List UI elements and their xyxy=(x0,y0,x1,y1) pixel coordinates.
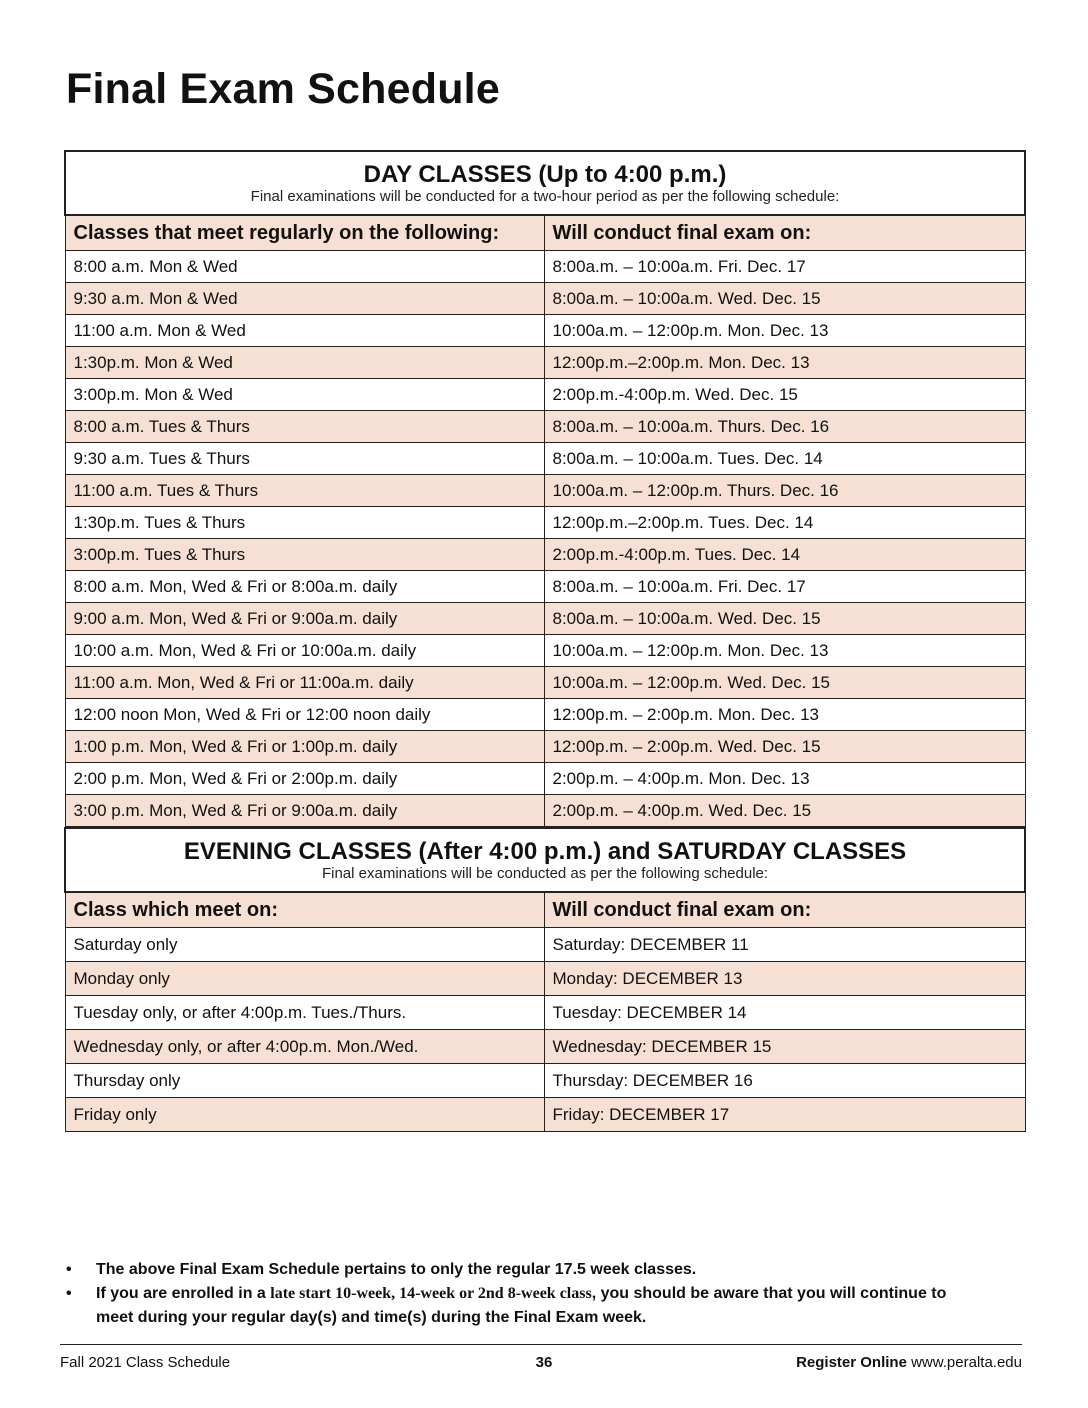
note-text-course-types: late start 10-week, 14-week or 2nd 8-week class xyxy=(270,1285,592,1302)
table-row xyxy=(65,1064,1025,1098)
evening-exam-cell: Thursday: DECEMBER 16 xyxy=(544,1064,1025,1098)
day-meets-cell: 1:30p.m. Mon & Wed xyxy=(65,347,544,379)
table-row xyxy=(65,635,1025,667)
day-exam-cell: 10:00a.m. – 12:00p.m. Wed. Dec. 15 xyxy=(544,667,1025,699)
evening-meets-cell: Saturday only xyxy=(65,928,544,962)
table-row xyxy=(65,795,1025,827)
day-meets-cell: 11:00 a.m. Mon, Wed & Fri or 11:00a.m. daily xyxy=(65,667,544,699)
evening-meets-cell: Tuesday only, or after 4:00p.m. Tues./Thurs. xyxy=(65,996,544,1030)
table-row xyxy=(65,731,1025,763)
day-exam-cell: 8:00a.m. – 10:00a.m. Wed. Dec. 15 xyxy=(544,603,1025,635)
day-exam-cell: 2:00p.m.-4:00p.m. Tues. Dec. 14 xyxy=(544,539,1025,571)
day-exam-cell: 8:00a.m. – 10:00a.m. Fri. Dec. 17 xyxy=(544,571,1025,603)
day-meets-cell: 2:00 p.m. Mon, Wed & Fri or 2:00p.m. daily xyxy=(65,763,544,795)
note-item xyxy=(66,1282,966,1330)
day-exam-cell: 12:00p.m.–2:00p.m. Tues. Dec. 14 xyxy=(544,507,1025,539)
day-classes-subtitle: Final examinations will be conducted for a two-hour period as per the following schedule: xyxy=(250,188,840,205)
day-exam-cell: 8:00a.m. – 10:00a.m. Fri. Dec. 17 xyxy=(544,251,1025,283)
table-row xyxy=(65,962,1025,996)
evening-exam-cell: Monday: DECEMBER 13 xyxy=(544,962,1025,996)
day-meets-cell: 1:00 p.m. Mon, Wed & Fri or 1:00p.m. daily xyxy=(65,731,544,763)
table-row xyxy=(65,996,1025,1030)
day-exam-cell: 10:00a.m. – 12:00p.m. Mon. Dec. 13 xyxy=(544,315,1025,347)
day-meets-cell: 10:00 a.m. Mon, Wed & Fri or 10:00a.m. daily xyxy=(65,635,544,667)
table-row xyxy=(65,571,1025,603)
evening-meets-cell: Friday only xyxy=(65,1098,544,1132)
note-text-post: , you should be aware that you will continue to meet during your regular day(s) and time(s) during the Final Exam week. xyxy=(96,1285,947,1326)
day-classes-table xyxy=(64,150,1026,827)
table-row xyxy=(65,411,1025,443)
day-exam-cell: 10:00a.m. – 12:00p.m. Mon. Dec. 13 xyxy=(544,635,1025,667)
evening-meets-cell: Wednesday only, or after 4:00p.m. Mon./Wed. xyxy=(65,1030,544,1064)
day-meets-cell: 11:00 a.m. Tues & Thurs xyxy=(65,475,544,507)
footer-schedule-label: Fall 2021 Class Schedule xyxy=(60,1354,231,1371)
footer-url-link[interactable]: www.peralta.edu xyxy=(906,1354,1022,1371)
day-exam-cell: 2:00p.m. – 4:00p.m. Wed. Dec. 15 xyxy=(544,795,1025,827)
day-col-exam-header: Will conduct final exam on: xyxy=(544,215,1025,251)
bullet-icon: • xyxy=(66,1261,72,1278)
table-row xyxy=(65,667,1025,699)
note-text-pre: If you are enrolled in a xyxy=(96,1285,271,1302)
day-meets-cell: 8:00 a.m. Mon & Wed xyxy=(65,251,544,283)
note-item xyxy=(66,1258,966,1282)
table-row xyxy=(65,283,1025,315)
evening-meets-cell: Thursday only xyxy=(65,1064,544,1098)
footer-register-label: Register Online xyxy=(796,1354,907,1371)
day-exam-cell: 10:00a.m. – 12:00p.m. Thurs. Dec. 16 xyxy=(544,475,1025,507)
footer-page-number: 36 xyxy=(535,1354,553,1371)
day-exam-cell: 8:00a.m. – 10:00a.m. Thurs. Dec. 16 xyxy=(544,411,1025,443)
table-row xyxy=(65,763,1025,795)
table-row xyxy=(65,1098,1025,1132)
day-meets-cell: 3:00p.m. Mon & Wed xyxy=(65,379,544,411)
day-meets-cell: 8:00 a.m. Tues & Thurs xyxy=(65,411,544,443)
table-row xyxy=(65,1030,1025,1064)
bullet-icon: • xyxy=(66,1285,72,1302)
page-title: Final Exam Schedule xyxy=(66,65,500,113)
day-meets-cell: 12:00 noon Mon, Wed & Fri or 12:00 noon daily xyxy=(65,699,544,731)
day-col-meets-header: Classes that meet regularly on the following: xyxy=(65,215,544,251)
day-meets-cell: 9:30 a.m. Tues & Thurs xyxy=(65,443,544,475)
evening-exam-cell: Wednesday: DECEMBER 15 xyxy=(544,1030,1025,1064)
note-text: The above Final Exam Schedule pertains to only the regular 17.5 week classes. xyxy=(96,1261,697,1278)
evening-classes-subtitle: Final examinations will be conducted as per the following schedule: xyxy=(321,865,769,882)
day-classes-banner xyxy=(65,151,1025,215)
day-meets-cell: 3:00p.m. Tues & Thurs xyxy=(65,539,544,571)
table-row xyxy=(65,379,1025,411)
evening-classes-title: EVENING CLASSES (After 4:00 p.m.) and SATURDAY CLASSES xyxy=(183,838,907,865)
day-meets-cell: 9:30 a.m. Mon & Wed xyxy=(65,283,544,315)
notes-list xyxy=(66,1258,966,1330)
day-exam-cell: 2:00p.m. – 4:00p.m. Mon. Dec. 13 xyxy=(544,763,1025,795)
evening-exam-cell: Saturday: DECEMBER 11 xyxy=(544,928,1025,962)
day-meets-cell: 1:30p.m. Tues & Thurs xyxy=(65,507,544,539)
evening-col-exam-header: Will conduct final exam on: xyxy=(544,892,1025,928)
day-exam-cell: 2:00p.m.-4:00p.m. Wed. Dec. 15 xyxy=(544,379,1025,411)
table-row xyxy=(65,347,1025,379)
evening-col-meets-header: Class which meet on: xyxy=(65,892,544,928)
table-row xyxy=(65,251,1025,283)
footer-register-online xyxy=(796,1354,1022,1371)
table-row xyxy=(65,539,1025,571)
evening-classes-table xyxy=(64,827,1026,1132)
table-row xyxy=(65,928,1025,962)
day-exam-cell: 8:00a.m. – 10:00a.m. Wed. Dec. 15 xyxy=(544,283,1025,315)
day-exam-cell: 8:00a.m. – 10:00a.m. Tues. Dec. 14 xyxy=(544,443,1025,475)
evening-exam-cell: Friday: DECEMBER 17 xyxy=(544,1098,1025,1132)
day-meets-cell: 3:00 p.m. Mon, Wed & Fri or 9:00a.m. daily xyxy=(65,795,544,827)
table-row xyxy=(65,443,1025,475)
evening-classes-banner xyxy=(65,828,1025,892)
footer-divider xyxy=(60,1344,1022,1345)
day-meets-cell: 9:00 a.m. Mon, Wed & Fri or 9:00a.m. daily xyxy=(65,603,544,635)
day-classes-title: DAY CLASSES (Up to 4:00 p.m.) xyxy=(363,161,727,188)
day-meets-cell: 8:00 a.m. Mon, Wed & Fri or 8:00a.m. daily xyxy=(65,571,544,603)
table-row xyxy=(65,315,1025,347)
table-row xyxy=(65,699,1025,731)
table-row xyxy=(65,507,1025,539)
day-exam-cell: 12:00p.m. – 2:00p.m. Wed. Dec. 15 xyxy=(544,731,1025,763)
evening-exam-cell: Tuesday: DECEMBER 14 xyxy=(544,996,1025,1030)
table-row xyxy=(65,475,1025,507)
evening-meets-cell: Monday only xyxy=(65,962,544,996)
table-row xyxy=(65,603,1025,635)
day-exam-cell: 12:00p.m.–2:00p.m. Mon. Dec. 13 xyxy=(544,347,1025,379)
day-exam-cell: 12:00p.m. – 2:00p.m. Mon. Dec. 13 xyxy=(544,699,1025,731)
day-meets-cell: 11:00 a.m. Mon & Wed xyxy=(65,315,544,347)
